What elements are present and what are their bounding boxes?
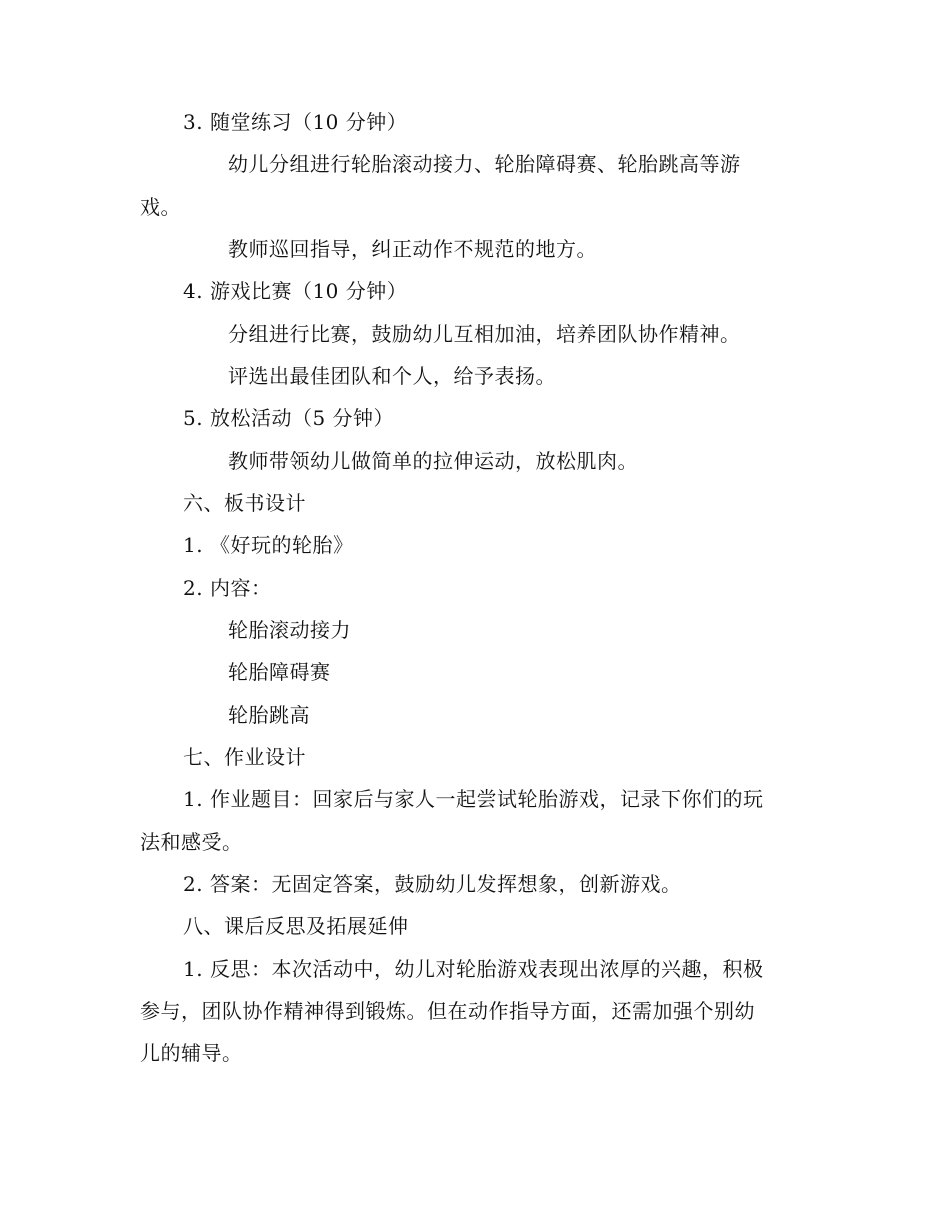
paragraph-line: 评选出最佳团队和个人，给予表扬。 bbox=[228, 364, 556, 388]
paragraph-line: 分组进行比赛，鼓励幼儿互相加油，培养团队协作精神。 bbox=[228, 322, 741, 346]
paragraph-line: 参与，团队协作精神得到锻炼。但在动作指导方面，还需加强个别幼 bbox=[140, 999, 755, 1023]
paragraph-line: 戏。 bbox=[140, 195, 181, 219]
sub-list-item: 轮胎障碍赛 bbox=[228, 660, 331, 684]
sub-list-item: 轮胎跳高 bbox=[228, 703, 310, 727]
paragraph-line: 幼儿分组进行轮胎滚动接力、轮胎障碍赛、轮胎跳高等游 bbox=[228, 152, 741, 176]
section-heading-relax: 5. 放松活动（5 分钟） bbox=[183, 406, 395, 430]
list-item: 2. 内容： bbox=[183, 576, 272, 600]
list-item: 1. 《好玩的轮胎》 bbox=[183, 533, 354, 557]
sub-list-item: 轮胎滚动接力 bbox=[228, 618, 351, 642]
paragraph-line: 儿的辅导。 bbox=[140, 1041, 243, 1065]
section-heading-game: 4. 游戏比赛（10 分钟） bbox=[183, 279, 408, 303]
list-item: 1. 作业题目：回家后与家人一起尝试轮胎游戏，记录下你们的玩 bbox=[183, 787, 764, 811]
paragraph-line: 法和感受。 bbox=[140, 830, 243, 854]
chapter-heading-reflection: 八、课后反思及拓展延伸 bbox=[183, 914, 409, 938]
section-heading-practice: 3. 随堂练习（10 分钟） bbox=[183, 110, 408, 134]
chapter-heading-board: 六、板书设计 bbox=[183, 491, 306, 515]
chapter-heading-homework: 七、作业设计 bbox=[183, 745, 306, 769]
paragraph-line: 教师带领幼儿做简单的拉伸运动，放松肌肉。 bbox=[228, 449, 638, 473]
list-item: 2. 答案：无固定答案，鼓励幼儿发挥想象，创新游戏。 bbox=[183, 872, 682, 896]
paragraph-line: 教师巡回指导，纠正动作不规范的地方。 bbox=[228, 237, 597, 261]
list-item: 1. 反思：本次活动中，幼儿对轮胎游戏表现出浓厚的兴趣，积极 bbox=[183, 957, 764, 981]
